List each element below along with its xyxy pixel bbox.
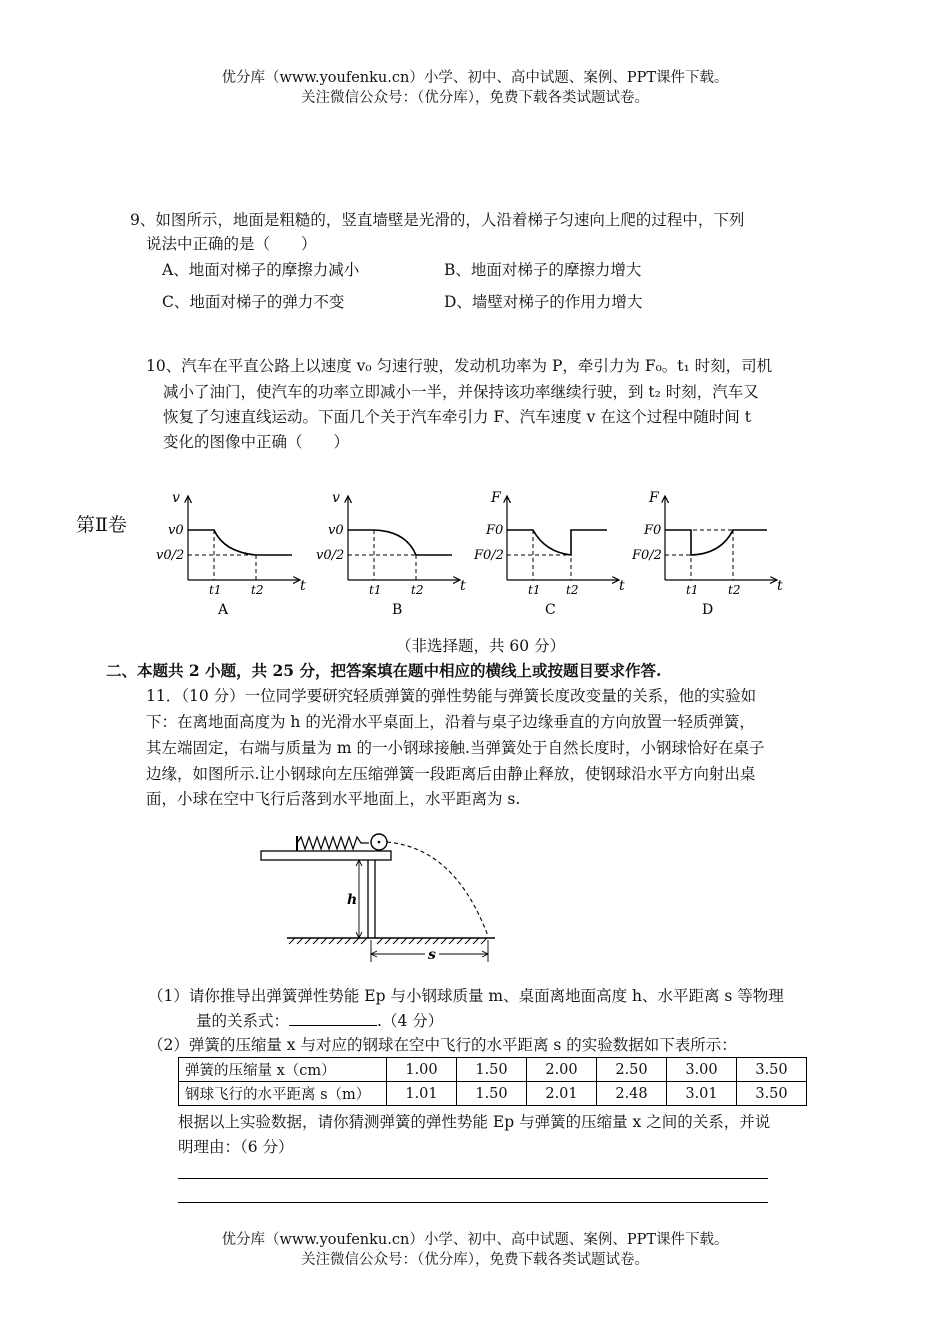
q9-line-1: 9、如图所示，地面是粗糙的，竖直墙壁是光滑的，人沿着梯子匀速向上爬的过程中，下列 (130, 211, 745, 229)
table-cell: 1.00 (387, 1058, 457, 1082)
graph-d-caption: D (702, 602, 714, 618)
graph-c-t2: t2 (566, 583, 579, 597)
graph-b-caption: B (392, 602, 403, 618)
section-subtitle: （非选择题，共 60 分） (396, 637, 566, 655)
graph-a-ylabel: v (172, 490, 180, 506)
q9-option-d: D、墙壁对梯子的作用力增大 (444, 293, 643, 311)
table-cell: 2.00 (527, 1058, 597, 1082)
q11-part2-line-1: （2）弹簧的压缩量 x 与对应的钢球在空中飞行的水平距离 s 的实验数据如下表所示： (148, 1036, 737, 1054)
table-row (179, 1082, 807, 1106)
table-cell: 2.01 (527, 1082, 597, 1106)
graph-d-t2: t2 (728, 583, 741, 597)
graph-a-mid-label: v0/2 (156, 548, 185, 563)
table-row-label: 钢球飞行的水平距离 s（m） (179, 1082, 387, 1106)
q11-line-3: 其左端固定，右端与质量为 m 的一小钢球接触.当弹簧处于自然长度时，小钢球恰好在桌子 (146, 739, 765, 757)
q11-part1-prefix: 量的关系式： (196, 1012, 290, 1030)
q11-part1-line-2 (196, 1009, 443, 1033)
fig-s-label: s (428, 947, 436, 963)
table-cell: 3.01 (667, 1082, 737, 1106)
graph-a-t2: t2 (251, 583, 264, 597)
table-cell: 2.50 (597, 1058, 667, 1082)
graph-b-ylabel: v (332, 490, 340, 506)
graph-c (473, 490, 625, 618)
header-line-2: 关注微信公众号：（优分库），免费下载各类试题试卷。 (301, 90, 649, 106)
graph-d-top-label: F0 (644, 523, 662, 538)
graph-a (156, 490, 306, 618)
q11-part1-line-1: （1）请你推导出弹簧弹性势能 Ep 与小钢球质量 m、桌面离地面高度 h、水平距离 s 等物理 (148, 987, 784, 1005)
header-line-1: 优分库（www.youfenku.cn）小学、初中、高中试题、案例、PPT课件下载。 (221, 70, 729, 86)
q11-line-5: 面，小球在空中飞行后落到水平地面上，水平距离为 s. (146, 790, 521, 808)
graph-b-t2: t2 (411, 583, 424, 597)
table-cell: 1.01 (387, 1082, 457, 1106)
table-cell: 3.50 (737, 1058, 807, 1082)
q11-part2-after-2: 明理由：（6 分） (178, 1138, 294, 1156)
graph-b (316, 490, 466, 618)
spring-figure (255, 826, 505, 966)
q11-part2-after-1: 根据以上实验数据，请你猜测弹簧的弹性势能 Ep 与弹簧的压缩量 x 之间的关系，并说 (178, 1113, 771, 1131)
q10-line-1: 10、汽车在平直公路上以速度 v₀ 匀速行驶，发动机功率为 P，牵引力为 F₀。t₁ 时刻，司机 (146, 357, 773, 375)
graph-b-t1: t1 (369, 583, 382, 597)
volume-label: 第Ⅱ卷 (76, 514, 127, 536)
table-row-label: 弹簧的压缩量 x（cm） (179, 1058, 387, 1082)
q10-line-2: 减小了油门，使汽车的功率立即减小一半，并保持该功率继续行驶，到 t₂ 时刻，汽车又 (163, 383, 759, 401)
graph-a-t1: t1 (209, 583, 222, 597)
footer-line-1: 优分库（www.youfenku.cn）小学、初中、高中试题、案例、PPT课件下载。 (221, 1232, 729, 1248)
graph-d-t1: t1 (686, 583, 699, 597)
graph-c-caption: C (545, 602, 556, 618)
data-table (178, 1057, 807, 1106)
answer-line-2[interactable] (178, 1202, 768, 1203)
graph-c-ylabel: F (491, 490, 501, 506)
graph-c-mid-label: F0/2 (474, 548, 504, 563)
q11-line-4: 边缘，如图所示.让小钢球向左压缩弹簧一段距离后由静止释放，使钢球沿水平方向射出桌 (146, 765, 756, 783)
graph-b-top-label: v0 (328, 523, 344, 538)
q9-option-c: C、地面对梯子的弹力不变 (162, 293, 345, 311)
graph-c-t1: t1 (528, 583, 541, 597)
q10-line-4: 变化的图像中正确（ ） (163, 433, 350, 451)
answer-blank[interactable] (289, 1011, 377, 1026)
graph-d-mid-label: F0/2 (632, 548, 662, 563)
q9-option-b: B、地面对梯子的摩擦力增大 (444, 261, 642, 279)
table-cell: 3.50 (737, 1082, 807, 1106)
graphs-figure (150, 482, 800, 624)
graph-b-mid-label: v0/2 (316, 548, 345, 563)
q9-option-a: A、地面对梯子的摩擦力减小 (162, 261, 360, 279)
answer-line-1[interactable] (178, 1178, 768, 1179)
table-cell: 2.48 (597, 1082, 667, 1106)
section-heading: 二、本题共 2 小题，共 25 分，把答案填在题中相应的横线上或按题目要求作答. (106, 661, 662, 680)
q11-part1-suffix: .（4 分） (377, 1012, 444, 1030)
graph-d (631, 490, 783, 618)
q11-line-2: 下：在离地面高度为 h 的光滑水平桌面上，沿着与桌子边缘垂直的方向放置一轻质弹簧， (146, 713, 755, 731)
footer-line-2: 关注微信公众号：（优分库），免费下载各类试题试卷。 (301, 1252, 649, 1268)
graph-d-ylabel: F (649, 490, 659, 506)
graph-b-t: t (460, 578, 466, 594)
graph-d-t: t (777, 578, 783, 594)
table-cell: 3.00 (667, 1058, 737, 1082)
graph-a-caption: A (218, 602, 229, 618)
table-cell: 1.50 (457, 1058, 527, 1082)
graph-c-top-label: F0 (486, 523, 504, 538)
q9-line-2: 说法中正确的是（ ） (146, 235, 317, 253)
table-cell: 1.50 (457, 1082, 527, 1106)
fig-h-label: h (347, 892, 358, 908)
q11-line-1: 11．（10 分）一位同学要研究轻质弹簧的弹性势能与弹簧长度改变量的关系，他的实验如 (146, 687, 757, 705)
graph-c-t: t (619, 578, 625, 594)
q10-line-3: 恢复了匀速直线运动。下面几个关于汽车牵引力 F、汽车速度 v 在这个过程中随时间 t (163, 408, 751, 426)
graph-a-top-label: v0 (168, 523, 184, 538)
table-row (179, 1058, 807, 1082)
graph-a-t: t (300, 578, 306, 594)
